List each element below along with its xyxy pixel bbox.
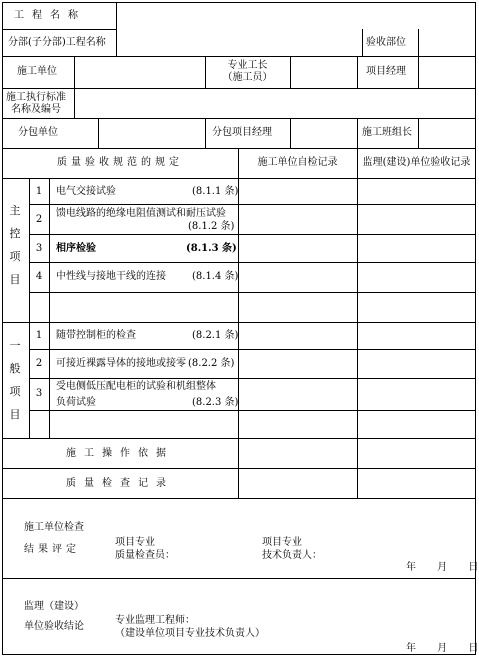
vline <box>357 148 358 498</box>
row-text: 负荷试验 <box>56 397 96 408</box>
general-label-char: 目 <box>9 408 21 421</box>
vline <box>290 118 291 148</box>
row-clause: (8.1.2 条) <box>188 221 235 232</box>
row-text: 随带控制柜的检查 <box>56 330 136 341</box>
subcontractor-label: 分包单位 <box>18 127 58 138</box>
main-label-char: 控 <box>9 227 21 240</box>
hline <box>2 322 476 323</box>
spec-header: 质量验收规范的规定 <box>57 157 183 168</box>
vline <box>49 178 50 438</box>
subproject-name-label: 分部(子分部)工程名称 <box>8 37 106 48</box>
main-label-char: 主 <box>9 204 21 217</box>
vline <box>362 29 363 56</box>
hline <box>2 468 476 469</box>
hline <box>2 438 476 439</box>
vline <box>116 2 117 29</box>
hline <box>29 378 476 379</box>
vline <box>357 118 358 148</box>
hline <box>2 29 116 30</box>
supervision-title-2: 单位验收结论 <box>24 621 84 632</box>
self-check-title-2: 结果评定 <box>24 544 80 555</box>
sub-project-manager-label: 分包项目经理 <box>212 127 272 138</box>
foreman-label-1: 专业工长 <box>227 60 268 71</box>
project-specialty-label-2: 项目专业 <box>262 537 302 548</box>
hline <box>2 148 476 149</box>
self-check-title-1: 施工单位检查 <box>24 522 84 533</box>
hline <box>29 204 476 205</box>
row-no: 2 <box>35 358 43 369</box>
row-no: 1 <box>35 186 43 197</box>
self-check-header: 施工单位自检记录 <box>257 157 338 168</box>
foreman-label-2: （施工员） <box>222 72 273 83</box>
row-text: 受电侧低压配电柜的试验和机组整体 <box>56 381 216 392</box>
general-label-char: 项 <box>9 385 21 398</box>
hline <box>29 234 476 235</box>
project-specialty-label: 项目专业 <box>115 537 155 548</box>
row-no: 4 <box>35 271 43 282</box>
technical-lead-label: 技术负责人： <box>262 550 322 561</box>
project-name-label: 工程名称 <box>14 10 86 21</box>
inspection-part-label: 验收部位 <box>366 37 406 48</box>
hline <box>29 410 476 411</box>
row-text: 可接近裸露导体的接地或接零 <box>56 358 186 369</box>
standard-label-1: 施工执行标准 <box>6 92 66 103</box>
hline <box>29 292 476 293</box>
supervision-title-1: 监理（建设） <box>24 601 84 612</box>
row-text: 馈电线路的绝缘电阻值测试和耐压试验 <box>56 208 226 219</box>
vline <box>74 56 75 88</box>
row-clause: (8.1.3 条) <box>186 243 237 254</box>
vline <box>205 118 206 148</box>
row-clause: (8.1.4 条) <box>192 271 239 282</box>
row-no: 3 <box>35 243 43 254</box>
team-leader-label: 施工班组长 <box>362 127 412 138</box>
hline <box>2 578 476 579</box>
date-label-2: 年 月 日 <box>406 643 479 654</box>
row-no: 1 <box>35 330 43 341</box>
owner-lead-label: （建设单位项目专业技术负责人） <box>115 628 265 639</box>
row-text: 电气交接试验 <box>56 186 116 197</box>
row-text: 相序检验 <box>56 243 96 254</box>
standard-label-2: 名称及编号 <box>11 104 61 115</box>
row-no: 3 <box>35 388 43 399</box>
general-label-char: 一 <box>9 339 21 352</box>
main-items-label <box>8 205 22 297</box>
vline <box>357 56 358 88</box>
project-manager-label: 项目经理 <box>366 66 406 77</box>
construction-basis-label: 施工操作依据 <box>66 448 174 459</box>
row-clause: (8.1.1 条) <box>192 186 239 197</box>
hline <box>29 349 476 350</box>
hline <box>2 118 476 119</box>
row-clause: (8.2.3 条) <box>192 397 239 408</box>
hline <box>2 498 476 499</box>
vline <box>418 118 419 148</box>
supervision-engineer-label: 专业监理工程师： <box>115 615 195 626</box>
hline <box>29 262 476 263</box>
main-label-char: 目 <box>9 273 21 286</box>
hline <box>2 178 476 179</box>
construction-unit-label: 施工单位 <box>17 66 57 77</box>
quality-inspector-label: 质量检查员： <box>115 550 175 561</box>
general-label-char: 般 <box>9 362 21 375</box>
vline <box>418 29 419 56</box>
vline <box>98 118 99 148</box>
row-text: 中性线与接地干线的连接 <box>56 271 166 282</box>
vline <box>238 148 239 498</box>
main-label-char: 项 <box>9 250 21 263</box>
row-no: 2 <box>35 214 43 225</box>
row-clause: (8.2.1 条) <box>192 330 239 341</box>
vline <box>74 88 75 118</box>
row-clause: (8.2.2 条) <box>188 358 235 369</box>
vline <box>290 56 291 88</box>
vline <box>116 29 117 56</box>
date-label: 年 月 日 <box>406 562 479 573</box>
vline <box>418 56 419 88</box>
supervision-header: 监理(建设)单位验收记录 <box>362 157 471 168</box>
general-items-label <box>8 340 22 432</box>
quality-record-label: 质量检查记录 <box>66 478 174 489</box>
